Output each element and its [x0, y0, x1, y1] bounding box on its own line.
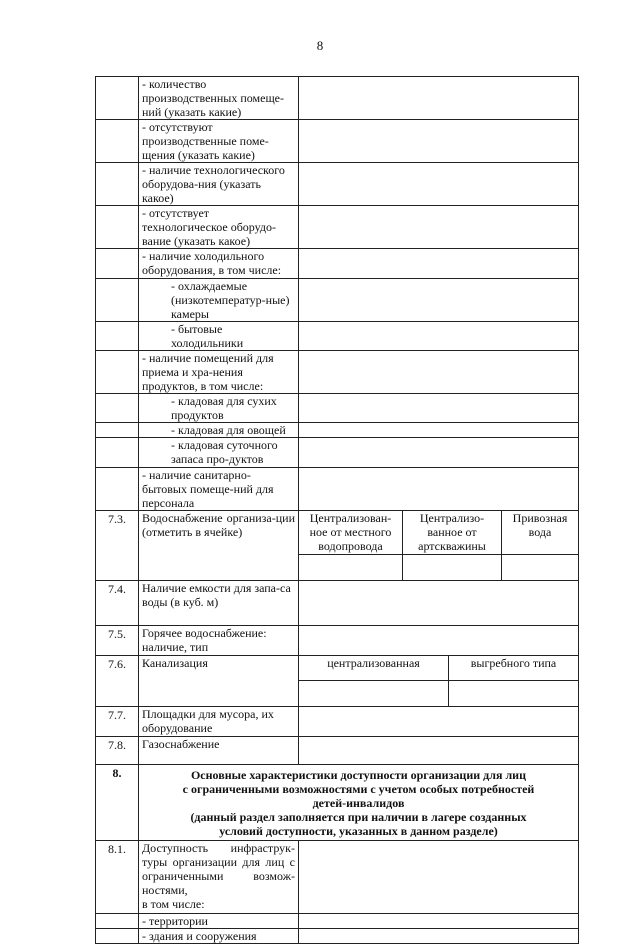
row-label: - отсутствуют производственные поме-щения (указать какие) — [139, 120, 299, 163]
water-supply-header-2: Централизо-ванное от артскважины — [403, 511, 502, 555]
section-8-title-line: условий доступности, указанных в данном разделе) — [219, 823, 498, 838]
table-row-7-6 — [96, 656, 579, 681]
section-number: 8.1. — [96, 841, 139, 914]
row-label: - наличие холодильного оборудования, в том числе: — [139, 249, 299, 279]
value-cell[interactable] — [299, 626, 579, 656]
table-row — [96, 322, 579, 351]
row-label: - бытовые холодильники — [139, 322, 299, 351]
value-cell[interactable] — [299, 438, 579, 468]
num-cell — [96, 77, 139, 120]
row-label: - охлаждаемые (низкотемператур-ные) камеры — [139, 279, 299, 322]
section-8-title-line: Основные характеристики доступности организации для лиц — [190, 767, 527, 782]
row-label-text: в том числе: — [142, 897, 205, 911]
num-cell — [96, 351, 139, 394]
section-number: 7.5. — [96, 626, 139, 656]
value-cell[interactable] — [299, 929, 579, 944]
row-label: Канализация — [139, 656, 299, 707]
table-row — [96, 163, 579, 206]
section-8-title-line: с ограниченными возможностями с учетом особых потребностей — [182, 781, 535, 796]
value-cell[interactable] — [299, 394, 579, 423]
value-cell[interactable] — [299, 581, 579, 626]
value-cell[interactable] — [299, 423, 579, 438]
table-row — [96, 914, 579, 929]
table-row — [96, 351, 579, 394]
section-number: 7.3. — [96, 511, 139, 581]
num-cell — [96, 206, 139, 249]
section-8-title-line: (данный раздел заполняется при наличии в лагере созданных — [190, 809, 527, 824]
value-cell[interactable] — [299, 120, 579, 163]
water-supply-header-1: Централизован-ное от местного водопровода — [299, 511, 403, 555]
row-label: Наличие емкости для запа-са воды (в куб. м) — [139, 581, 299, 626]
row-label: Газоснабжение — [139, 737, 299, 765]
table-row — [96, 120, 579, 163]
row-label: - здания и сооружения — [139, 929, 299, 944]
value-cell[interactable] — [299, 249, 579, 279]
value-cell[interactable] — [502, 555, 579, 581]
num-cell — [96, 322, 139, 351]
row-label: - кладовая для овощей — [139, 423, 299, 438]
value-cell[interactable] — [299, 555, 403, 581]
row-label: Горячее водоснабжение: наличие, тип — [139, 626, 299, 656]
table-row-7-3 — [96, 511, 579, 555]
num-cell — [96, 929, 139, 944]
value-cell[interactable] — [299, 737, 579, 765]
infrastructure-table — [95, 76, 579, 944]
value-cell[interactable] — [299, 681, 449, 707]
table-row — [96, 468, 579, 511]
num-cell — [96, 249, 139, 279]
section-number: 7.7. — [96, 707, 139, 737]
section-number: 7.6. — [96, 656, 139, 707]
row-label: - наличие технологического оборудова-ния (указать какое) — [139, 163, 299, 206]
row-label: Площадки для мусора, их оборудование — [139, 707, 299, 737]
section-8-title-line: детей-инвалидов — [312, 795, 405, 810]
table-row-7-5 — [96, 626, 579, 656]
value-cell[interactable] — [449, 681, 579, 707]
value-cell[interactable] — [299, 841, 579, 914]
num-cell — [96, 394, 139, 423]
table-row — [96, 929, 579, 944]
num-cell — [96, 914, 139, 929]
table-row — [96, 423, 579, 438]
row-label-text: Доступность инфраструк-туры организации для лиц с ограниченными возмож-ностями, — [142, 841, 295, 897]
row-label: - наличие помещений для приема и хра-нения продуктов, в том числе: — [139, 351, 299, 394]
section-8-title — [139, 765, 579, 841]
num-cell — [96, 468, 139, 511]
table-row-7-4 — [96, 581, 579, 626]
table-row — [96, 394, 579, 423]
table-row — [96, 206, 579, 249]
row-label: - количество производственных помеще-ний (указать какие) — [139, 77, 299, 120]
table-row-8-1 — [96, 841, 579, 914]
row-label: - территории — [139, 914, 299, 929]
value-cell[interactable] — [299, 206, 579, 249]
num-cell — [96, 438, 139, 468]
section-number: 8. — [96, 765, 139, 841]
value-cell[interactable] — [299, 351, 579, 394]
value-cell[interactable] — [299, 163, 579, 206]
value-cell[interactable] — [299, 279, 579, 322]
num-cell — [96, 279, 139, 322]
row-label: - кладовая суточного запаса про-дуктов — [139, 438, 299, 468]
section-8-header-row — [96, 765, 579, 841]
table-row — [96, 77, 579, 120]
table-row — [96, 249, 579, 279]
num-cell — [96, 423, 139, 438]
num-cell — [96, 120, 139, 163]
page-number: 8 — [316, 38, 324, 53]
sewerage-header-2: выгребного типа — [449, 656, 579, 681]
value-cell[interactable] — [299, 914, 579, 929]
row-label: - наличие санитарно-бытовых помеще-ний для персонала — [139, 468, 299, 511]
row-label: - отсутствует технологическое оборудо-вание (указать какое) — [139, 206, 299, 249]
value-cell[interactable] — [299, 707, 579, 737]
table-row — [96, 279, 579, 322]
row-label — [139, 841, 299, 914]
sewerage-header-1: централизованная — [299, 656, 449, 681]
table-row-7-7 — [96, 707, 579, 737]
section-number: 7.4. — [96, 581, 139, 626]
section-number: 7.8. — [96, 737, 139, 765]
value-cell[interactable] — [299, 468, 579, 511]
value-cell[interactable] — [299, 322, 579, 351]
table-row — [96, 438, 579, 468]
value-cell[interactable] — [299, 77, 579, 120]
num-cell — [96, 163, 139, 206]
value-cell[interactable] — [403, 555, 502, 581]
water-supply-header-3: Привозная вода — [502, 511, 579, 555]
row-label: - кладовая для сухих продуктов — [139, 394, 299, 423]
table-row-7-8 — [96, 737, 579, 765]
row-label: Водоснабжение организа-ции (отметить в ячейке) — [139, 511, 299, 581]
